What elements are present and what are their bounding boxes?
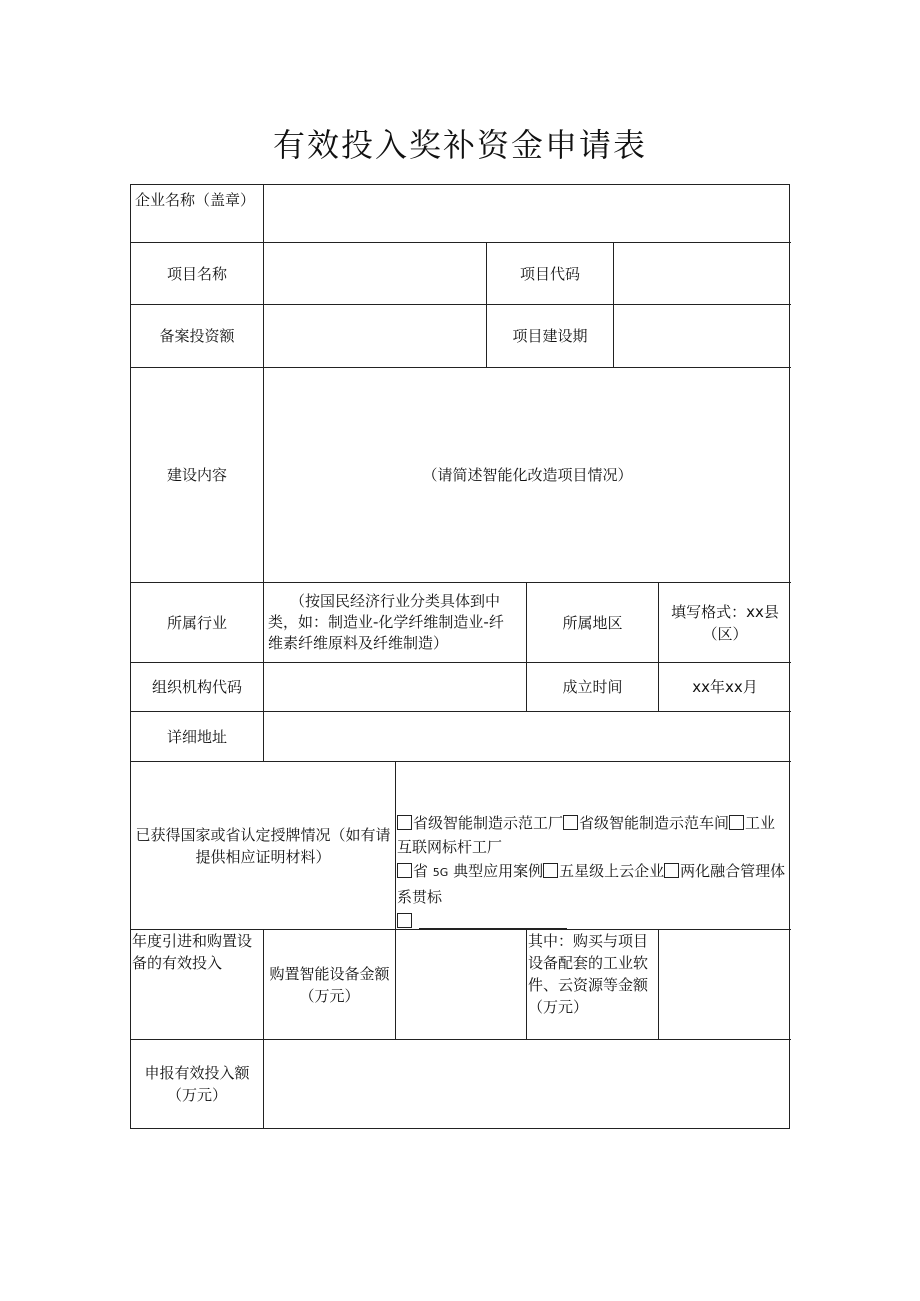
software-amount-label-line: 设备配套的工业软 [528, 954, 649, 972]
region-hint-line: （区） [702, 624, 748, 643]
project-name-label: 项目名称 [166, 264, 227, 283]
cert-option-label: 系贯标 [397, 888, 443, 906]
cert-options-line-3 [397, 859, 789, 885]
construction-content-label: 建设内容 [166, 466, 227, 484]
filing-amount-field[interactable] [264, 305, 486, 367]
cert-option-label: 互联网标杆工厂 [397, 838, 503, 856]
construction-period-field[interactable] [614, 305, 791, 367]
industry-label: 所属行业 [166, 613, 227, 632]
equipment-amount-field[interactable] [396, 930, 526, 1039]
annual-investment-label-line: 备的有效投入 [132, 954, 223, 972]
form-title: 有效投入奖补资金申请表 [272, 126, 647, 164]
cert-options-line-2 [397, 835, 789, 859]
annual-investment-label-line: 年度引进和购置设 [132, 932, 253, 950]
equipment-amount-label-line: 购置智能设备金额 [269, 964, 390, 983]
org-code-label: 组织机构代码 [151, 678, 242, 696]
declared-investment-label [131, 1040, 263, 1128]
declared-investment-field[interactable] [264, 1040, 791, 1128]
company-name-label: 企业名称（盖章） [135, 191, 256, 209]
equipment-amount-label [264, 930, 395, 1039]
certification-options [397, 811, 789, 933]
industry-hint-line: 维素纤维原料及纤维制造） [268, 634, 449, 652]
project-name-field[interactable] [264, 243, 486, 304]
annual-investment-label [131, 930, 263, 1039]
region-hint-line: 填写格式：xx县 [671, 602, 779, 621]
declared-investment-label-line: 申报有效投入额 [144, 1064, 250, 1082]
construction-content-field[interactable]: （请简述智能化改造项目情况） [422, 466, 633, 484]
software-amount-label-line: 件、云资源等金额 [528, 976, 649, 994]
cert-options-line-1 [397, 811, 789, 835]
declared-investment-label-line: （万元） [166, 1086, 227, 1104]
industry-hint-line: （按国民经济行业分类具体到中 [289, 592, 500, 610]
region-label: 所属地区 [562, 613, 623, 632]
other-cert-blank-input[interactable] [419, 914, 567, 929]
cert-options-line-4 [397, 885, 789, 909]
checkbox[interactable] [729, 815, 744, 830]
cert-option-label: 省 [413, 862, 429, 880]
project-code-field[interactable] [614, 243, 791, 304]
cert-option-label: 两化融合管理体 [680, 862, 786, 880]
equipment-amount-label-line: （万元） [299, 986, 360, 1005]
address-field[interactable] [264, 712, 791, 761]
cert-option-label: 五星级上云企业 [559, 862, 665, 880]
checkbox[interactable] [563, 815, 578, 830]
checkbox[interactable] [397, 815, 412, 830]
org-code-field[interactable] [264, 663, 526, 711]
checkbox[interactable] [664, 863, 679, 878]
company-name-field[interactable] [264, 185, 791, 242]
cert-option-label: 省级智能制造示范工厂 [413, 814, 564, 832]
founded-date-field[interactable]: xx年xx月 [692, 678, 758, 696]
industry-field[interactable] [264, 583, 526, 662]
certification-label [131, 762, 395, 929]
software-amount-label-line: 其中：购买与项目 [528, 932, 649, 950]
industry-hint-line: 类，如：制造业-化学纤维制造业-纤 [268, 613, 504, 631]
software-amount-label [527, 930, 658, 1039]
region-field[interactable] [659, 583, 791, 662]
software-amount-field[interactable] [659, 930, 791, 1039]
construction-period-label: 项目建设期 [512, 327, 588, 345]
checkbox[interactable] [543, 863, 558, 878]
filing-amount-label: 备案投资额 [159, 327, 235, 345]
checkbox[interactable] [397, 913, 412, 928]
cert-option-label: 典型应用案例 [453, 862, 544, 880]
certification-label-line: 提供相应证明材料） [195, 847, 331, 866]
application-form-table [130, 184, 790, 1129]
founded-date-label: 成立时间 [562, 678, 623, 696]
cert-option-label-5g: 5G [432, 866, 449, 879]
address-label: 详细地址 [166, 727, 227, 746]
cert-options-line-5 [397, 909, 789, 933]
certification-label-line: 已获得国家或省认定授牌情况（如有请 [135, 825, 391, 844]
cert-option-label: 工业 [745, 814, 776, 832]
project-code-label: 项目代码 [519, 264, 580, 283]
checkbox[interactable] [397, 863, 412, 878]
cert-option-label: 省级智能制造示范车间 [579, 814, 730, 832]
software-amount-label-line: （万元） [528, 998, 589, 1016]
